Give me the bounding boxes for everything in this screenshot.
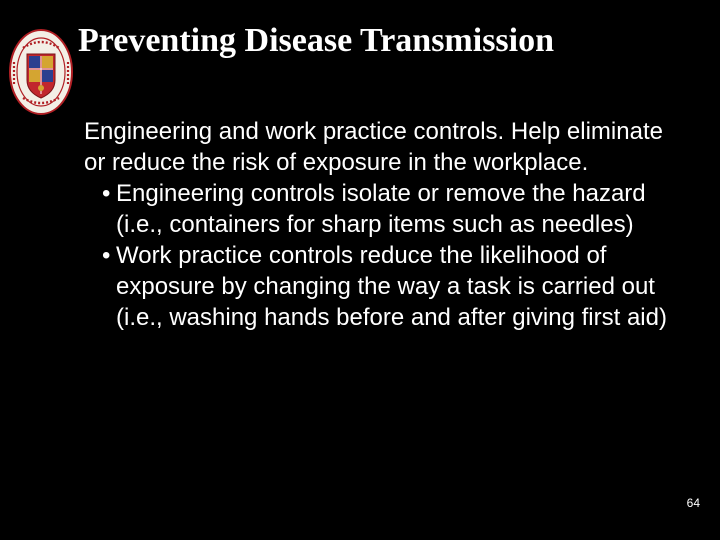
bullet-item-work-practice	[84, 240, 684, 333]
bullet-text: Work practice controls reduce the likelihood of exposure by changing the way a task is carried out (i.e., washing hands before and after giving first aid)	[116, 242, 667, 331]
page-number: 64	[686, 496, 700, 510]
bullet-text: Engineering controls isolate or remove the hazard (i.e., containers for sharp items such as needles)	[116, 180, 646, 238]
badge-graphic	[8, 28, 74, 116]
bullet-dot-icon: •	[102, 180, 111, 207]
bullet-dot-icon: •	[102, 242, 111, 269]
slide-title: Preventing Disease Transmission	[78, 22, 555, 59]
bullet-list	[84, 178, 684, 333]
bullet-item-engineering	[84, 178, 684, 240]
intro-paragraph: Engineering and work practice controls. Help eliminate or reduce the risk of exposure in the workplace.	[84, 118, 663, 176]
slide-body	[84, 116, 684, 333]
fire-department-badge-icon	[8, 28, 74, 116]
